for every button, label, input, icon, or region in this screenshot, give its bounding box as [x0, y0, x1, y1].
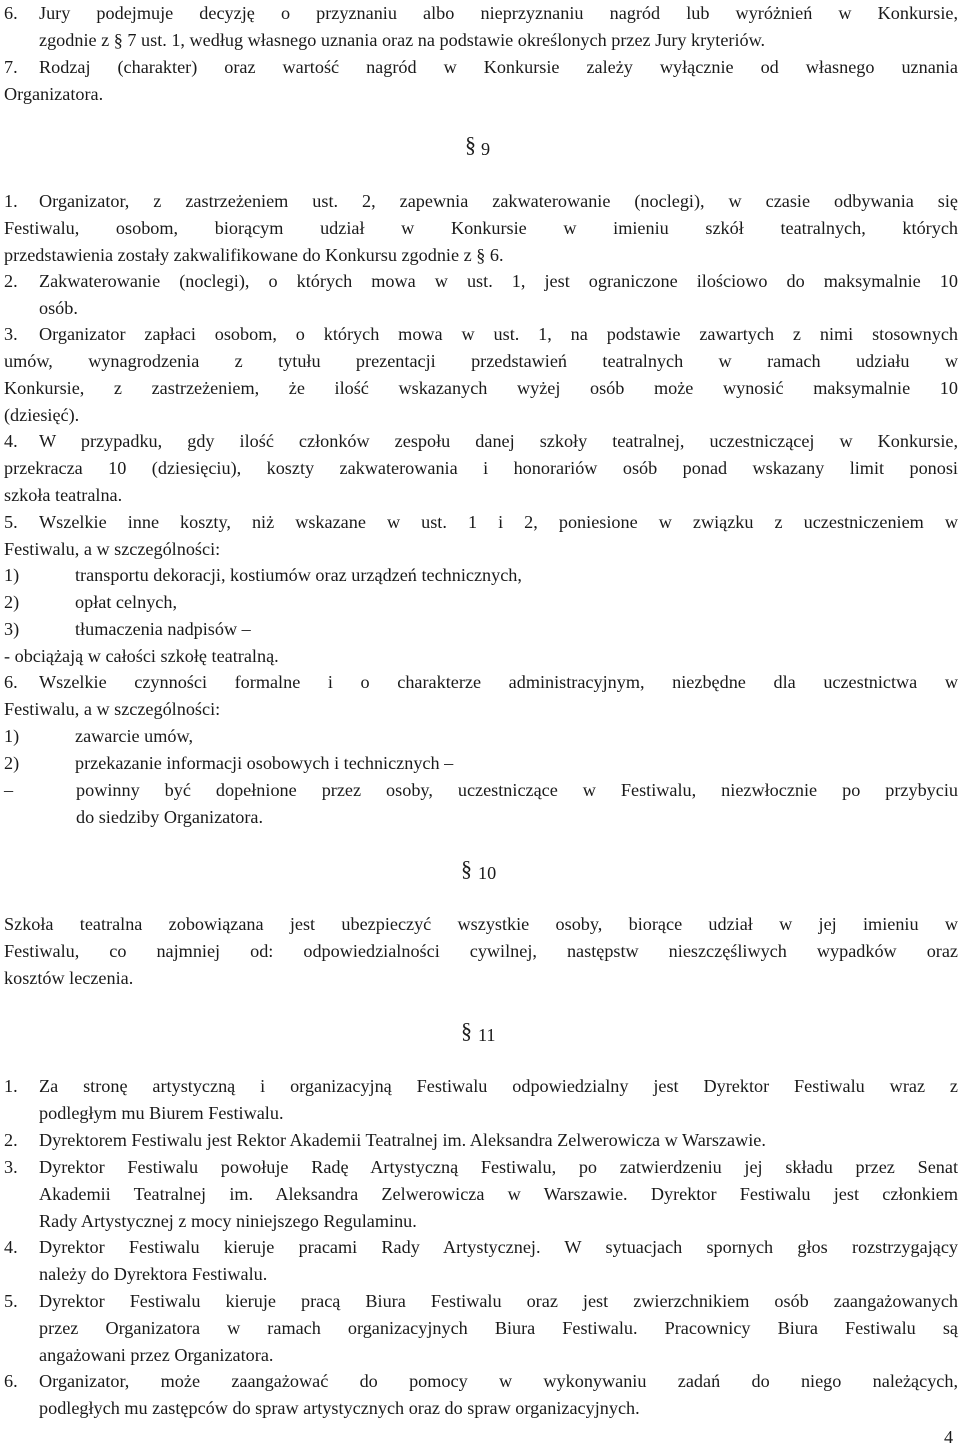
paragraph-line: należy do Dyrektora Festiwalu.: [39, 1264, 268, 1284]
item-number: 7.: [4, 57, 18, 77]
paragraph-line: przez Organizatora w ramach organizacyjnych Biura Festiwalu. Pracownicy Biura Festiwalu są: [39, 1318, 958, 1338]
paragraph-line: powinny być dopełnione przez osoby, uczestniczące w Festiwalu, niezwłocznie po przybyciu: [76, 780, 958, 800]
section-sign: §: [461, 856, 472, 881]
paragraph-line: podległych mu zastępców do spraw artystycznych oraz do spraw organizacyjnych.: [39, 1398, 640, 1418]
paragraph-line: Dyrektor Festiwalu kieruje pracą Biura Festiwalu oraz jest zwierzchnikiem osób zaangażowanych: [39, 1291, 958, 1311]
paragraph-line: osób.: [39, 298, 78, 318]
item-number: 2.: [4, 271, 18, 291]
sub-item-text: tłumaczenia nadpisów –: [75, 619, 251, 639]
item-number: 2.: [4, 1130, 18, 1150]
item-number: 6.: [4, 1371, 18, 1391]
sub-item-number: 3): [4, 619, 20, 639]
section-heading-11: [0, 1020, 960, 1044]
page-number: 4: [944, 1427, 954, 1447]
item-number: 5.: [4, 1291, 18, 1311]
paragraph-line: Zakwaterowanie (noclegi), o których mowa w ust. 1, jest ograniczone ilościowo do maksymalnie 10: [39, 271, 958, 291]
paragraph-line: Organizator, z zastrzeżeniem ust. 2, zapewnia zakwaterowanie (noclegi), w czasie odbywania się: [39, 191, 958, 211]
paragraph-line: przekracza 10 (dziesięciu), koszty zakwaterowania i honorariów osób ponad wskazany limit ponosi: [4, 458, 958, 478]
paragraph-line: Wszelkie czynności formalne i o charakterze administracyjnym, niezbędne dla uczestnictwa w: [39, 672, 958, 692]
paragraph-line: (dziesięć).: [4, 405, 80, 425]
paragraph-line: angażowani przez Organizatora.: [39, 1345, 274, 1365]
paragraph-line: - obciążają w całości szkołę teatralną.: [4, 646, 279, 666]
sub-item-text: transportu dekoracji, kostiumów oraz urządzeń technicznych,: [75, 565, 522, 585]
paragraph-line: Dyrektor Festiwalu powołuje Radę Artystyczną Festiwalu, po zatwierdzeniu jej składu przez Senat: [39, 1157, 958, 1177]
paragraph-line: Rodzaj (charakter) oraz wartość nagród w Konkursie zależy wyłącznie od własnego uznania: [39, 57, 958, 77]
section-heading-10: [0, 858, 960, 882]
paragraph-line: Konkursie, z zastrzeżeniem, że ilość wskazanych wyżej osób może wynosić maksymalnie 10: [4, 378, 958, 398]
paragraph-line: zgodnie z § 7 ust. 1, według własnego uznania oraz na podstawie określonych przez Jury kryteriów.: [39, 30, 766, 50]
paragraph-line: Jury podejmuje decyzję o przyznaniu albo nieprzyznaniu nagród lub wyróżnień w Konkursie,: [39, 3, 958, 23]
paragraph-line: podległym mu Biurem Festiwalu.: [39, 1103, 284, 1123]
paragraph-line: Rady Artystycznej z mocy niniejszego Regulaminu.: [39, 1211, 417, 1231]
paragraph-line: Dyrektorem Festiwalu jest Rektor Akademii Teatralnej im. Aleksandra Zelwerowicza w Warszawie.: [39, 1130, 766, 1150]
item-number: 3.: [4, 324, 18, 344]
paragraph-line: do siedziby Organizatora.: [76, 807, 264, 827]
item-number: 1.: [4, 1076, 18, 1096]
paragraph-line: Festiwalu, co najmniej od: odpowiedzialności cywilnej, następstw nieszczęśliwych wypadków oraz: [4, 941, 958, 961]
paragraph-line: szkoła teatralna.: [4, 485, 123, 505]
section-heading-9: [0, 134, 960, 158]
paragraph-line: Dyrektor Festiwalu kieruje pracami Rady Artystycznej. W sytuacjach spornych głos rozstrzygający: [39, 1237, 958, 1257]
sub-item-text: opłat celnych,: [75, 592, 178, 612]
paragraph-line: przedstawienia zostały zakwalifikowane do Konkursu zgodnie z § 6.: [4, 245, 504, 265]
paragraph-line: kosztów leczenia.: [4, 968, 134, 988]
paragraph-line: W przypadku, gdy ilość członków zespołu danej szkoły teatralnej, uczestniczącej w Konkursie,: [39, 431, 958, 451]
sub-item-number: 2): [4, 753, 20, 773]
section-sign: §: [461, 1018, 472, 1043]
item-number: 6.: [4, 672, 18, 692]
paragraph-line: Akademii Teatralnej im. Aleksandra Zelwerowicza w Warszawie. Dyrektor Festiwalu jest członkiem: [39, 1184, 958, 1204]
sub-item-number: 1): [4, 726, 20, 746]
item-number: 6.: [4, 3, 18, 23]
sub-item-text: przekazanie informacji osobowych i technicznych –: [75, 753, 454, 773]
paragraph-line: Festiwalu, osobom, biorącym udział w Konkursie w imieniu szkół teatralnych, których: [4, 218, 958, 238]
paragraph-line: Za stronę artystyczną i organizacyjną Festiwalu odpowiedzialny jest Dyrektor Festiwalu wraz z: [39, 1076, 958, 1096]
section-number: 9: [481, 139, 491, 159]
section-sign: §: [465, 132, 476, 157]
paragraph-line: Festiwalu, a w szczególności:: [4, 699, 221, 719]
item-number: 5.: [4, 512, 18, 532]
sub-item-number: 2): [4, 592, 20, 612]
sub-item-number: 1): [4, 565, 20, 585]
section-number: 11: [478, 1025, 496, 1045]
paragraph-line: Wszelkie inne koszty, niż wskazane w ust. 1 i 2, poniesione w związku z uczestniczeniem w: [39, 512, 958, 532]
item-number: 3.: [4, 1157, 18, 1177]
item-number: 4.: [4, 1237, 18, 1257]
paragraph-line: Festiwalu, a w szczególności:: [4, 539, 221, 559]
section-number: 10: [478, 863, 497, 883]
dash-marker: –: [4, 780, 14, 800]
paragraph-line: Szkoła teatralna zobowiązana jest ubezpieczyć wszystkie osoby, biorące udział w jej imieniu w: [4, 914, 958, 934]
sub-item-text: zawarcie umów,: [75, 726, 193, 746]
paragraph-line: umów, wynagrodzenia z tytułu prezentacji przedstawień teatralnych w ramach udziału w: [4, 351, 958, 371]
item-number: 4.: [4, 431, 18, 451]
paragraph-line: Organizator zapłaci osobom, o których mowa w ust. 1, na podstawie zawartych z nimi stosownych: [39, 324, 958, 344]
paragraph-line: Organizatora.: [4, 84, 104, 104]
item-number: 1.: [4, 191, 18, 211]
paragraph-line: Organizator, może zaangażować do pomocy w wykonywaniu zadań do niego należących,: [39, 1371, 958, 1391]
